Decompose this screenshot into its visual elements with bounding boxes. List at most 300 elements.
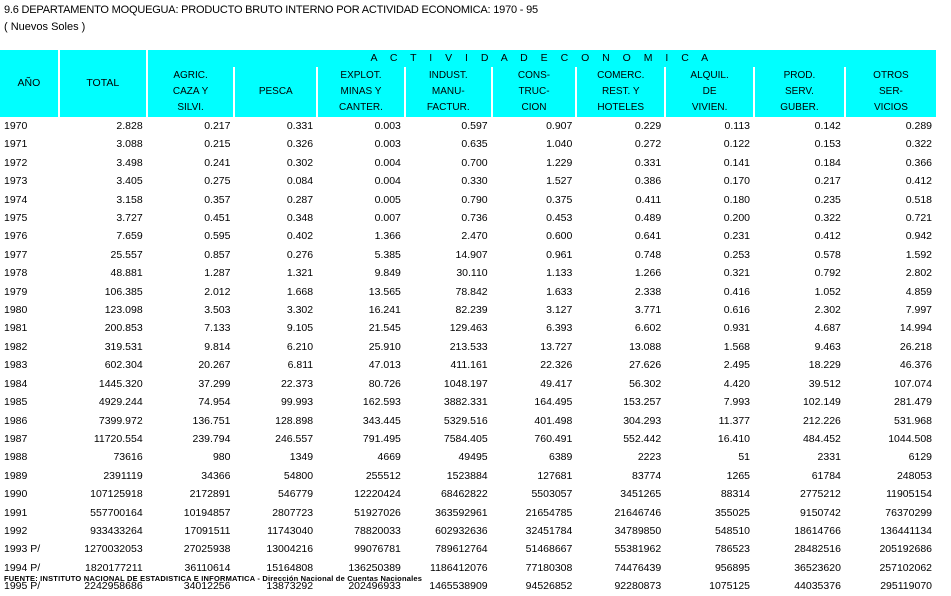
column-header-line: VIVIEN. — [691, 102, 728, 113]
value-cell: 1.592 — [905, 248, 932, 261]
value-cell: 786523 — [714, 543, 751, 556]
value-cell: 0.142 — [814, 120, 841, 132]
column-header-line: INDUST. — [428, 70, 468, 81]
value-cell: 18614766 — [794, 524, 841, 537]
gdp-table — [0, 50, 936, 596]
year-cell: 1983 — [4, 359, 28, 372]
value-cell: 39.512 — [808, 377, 841, 390]
value-cell: 0.961 — [546, 248, 573, 261]
activity-column-header — [147, 67, 235, 117]
value-cell: 153.257 — [623, 396, 662, 409]
table-row — [0, 467, 936, 485]
value-cell: 0.790 — [461, 193, 488, 206]
value-cell: 2242958686 — [84, 580, 143, 593]
value-cell: 0.366 — [905, 156, 932, 169]
activity-column-header — [845, 67, 936, 117]
value-cell: 16.241 — [368, 304, 401, 317]
value-cell: 11.377 — [718, 414, 751, 427]
value-cell: 47.013 — [368, 359, 401, 372]
value-cell: 0.489 — [634, 212, 662, 225]
value-cell: 16.410 — [717, 432, 751, 445]
value-cell: 136.751 — [192, 414, 231, 427]
value-cell: 0.721 — [905, 212, 932, 225]
value-cell: 30.110 — [456, 267, 488, 280]
value-cell: 0.736 — [461, 212, 488, 225]
value-cell: 0.253 — [723, 248, 751, 261]
year-cell: 1977 — [4, 248, 28, 261]
year-cell: 1989 — [4, 469, 28, 482]
value-cell: 0.289 — [905, 120, 932, 132]
table-row — [0, 227, 936, 245]
value-cell: 9.814 — [204, 340, 231, 353]
value-cell: 1.052 — [814, 285, 841, 298]
page-title: 9.6 DEPARTAMENTO MOQUEGUA: PRODUCTO BRUTO INTERNO POR ACTIVIDAD ECONOMICA: 1970 - 95 — [4, 4, 538, 16]
value-cell: 3.302 — [286, 304, 314, 317]
value-cell: 20.267 — [198, 359, 231, 372]
column-header-line: CANTER. — [339, 102, 383, 113]
value-cell: 27025938 — [183, 543, 231, 556]
value-cell: 13.565 — [368, 285, 401, 298]
value-cell: 54800 — [283, 469, 314, 482]
value-cell: 2.338 — [634, 285, 662, 298]
value-cell: 123.098 — [104, 304, 143, 317]
value-cell: 6.210 — [286, 340, 314, 353]
value-cell: 0.331 — [286, 120, 314, 132]
value-cell: 127681 — [537, 469, 573, 482]
value-cell: 0.416 — [723, 285, 751, 298]
value-cell: 25.910 — [368, 340, 401, 353]
year-cell: 1984 — [4, 377, 28, 390]
value-cell: 51 — [738, 451, 751, 464]
value-cell: 56.302 — [629, 377, 662, 390]
value-cell: 6389 — [549, 451, 573, 464]
value-cell: 0.942 — [905, 230, 932, 243]
year-cell: 1994 P/ — [4, 561, 41, 574]
value-cell: 791.495 — [362, 432, 401, 445]
value-cell: 107.074 — [894, 377, 932, 390]
value-cell: 200.853 — [104, 322, 143, 335]
year-cell: 1987 — [4, 432, 28, 445]
value-cell: 0.276 — [286, 248, 314, 261]
value-cell: 21.545 — [368, 322, 401, 335]
value-cell: 164.495 — [534, 396, 573, 409]
value-cell: 68462822 — [440, 488, 488, 501]
value-cell: 6.393 — [546, 322, 573, 335]
value-cell: 2172891 — [189, 488, 231, 501]
value-cell: 25.557 — [110, 248, 143, 261]
value-cell: 1044.508 — [888, 432, 932, 445]
value-cell: 2.012 — [204, 285, 231, 298]
value-cell: 2.302 — [814, 304, 841, 317]
value-cell: 1075125 — [709, 580, 751, 593]
table-row — [0, 393, 936, 411]
value-cell: 4929.244 — [98, 396, 143, 409]
table-row — [0, 154, 936, 172]
value-cell: 3882.331 — [443, 396, 488, 409]
value-cell: 9.849 — [374, 267, 401, 280]
value-cell: 295119070 — [880, 580, 932, 593]
column-header-line: MANU- — [431, 86, 465, 97]
value-cell: 74476439 — [614, 561, 662, 574]
value-cell: 0.411 — [635, 193, 662, 206]
value-cell: 14.907 — [455, 248, 488, 261]
value-cell: 0.641 — [634, 230, 662, 243]
table-body — [0, 117, 936, 596]
value-cell: 0.005 — [374, 193, 401, 206]
value-cell: 0.600 — [546, 230, 573, 243]
column-header-line: TRUC- — [518, 86, 550, 97]
value-cell: 1820177211 — [85, 561, 143, 574]
column-header-line: SILVI. — [177, 102, 204, 113]
table-row — [0, 135, 936, 153]
year-cell: 1991 — [4, 506, 28, 519]
units-subtitle: ( Nuevos Soles ) — [4, 21, 86, 33]
value-cell: 18.229 — [808, 359, 841, 372]
column-header-line: PROD. — [783, 70, 816, 81]
value-cell: 0.616 — [723, 304, 751, 317]
value-cell: 557700164 — [90, 506, 143, 519]
value-cell: 363592961 — [435, 506, 488, 519]
value-cell: 2.828 — [116, 120, 143, 132]
value-cell: 2.470 — [461, 230, 488, 243]
column-header-line: ALQUIL. — [690, 70, 729, 81]
value-cell: 548510 — [714, 524, 751, 537]
year-cell: 1992 — [4, 524, 28, 537]
value-cell: 0.231 — [723, 230, 751, 243]
value-cell: 34012256 — [183, 580, 231, 593]
value-cell: 0.322 — [905, 138, 932, 151]
value-cell: 102.149 — [802, 396, 841, 409]
column-header-line: CONS- — [517, 70, 551, 81]
value-cell: 5.385 — [374, 248, 401, 261]
activity-column-header — [234, 67, 317, 117]
table-row — [0, 485, 936, 503]
year-cell: 1972 — [4, 156, 28, 169]
value-cell: 13.088 — [629, 340, 662, 353]
value-cell: 82.239 — [455, 304, 488, 317]
value-cell: 99.993 — [280, 396, 314, 409]
value-cell: 0.857 — [204, 248, 231, 261]
value-cell: 0.748 — [634, 248, 662, 261]
year-cell: 1974 — [4, 193, 28, 206]
year-cell: 1973 — [4, 175, 28, 188]
value-cell: 83774 — [631, 469, 662, 482]
value-cell: 355025 — [714, 506, 751, 519]
year-cell: 1995 P/ — [4, 580, 41, 593]
value-cell: 1523884 — [446, 469, 488, 482]
table-row — [0, 412, 936, 430]
value-cell: 44035376 — [794, 580, 841, 593]
value-cell: 212.226 — [802, 414, 841, 427]
column-header-line: FACTUR. — [426, 102, 470, 113]
value-cell: 0.272 — [634, 138, 662, 151]
value-cell: 49.417 — [540, 377, 573, 390]
value-cell: 28482516 — [794, 543, 841, 556]
value-cell: 0.287 — [286, 193, 314, 206]
value-cell: 11720.554 — [93, 432, 143, 445]
value-cell: 205192686 — [879, 543, 932, 556]
value-cell: 46.376 — [899, 359, 932, 372]
value-cell: 3.503 — [204, 304, 231, 317]
value-cell: 552.442 — [623, 432, 662, 445]
value-cell: 213.533 — [449, 340, 488, 353]
value-cell: 21646746 — [614, 506, 662, 519]
year-cell: 1988 — [4, 451, 28, 464]
value-cell: 1.527 — [546, 175, 573, 188]
value-cell: 7.133 — [204, 322, 231, 335]
table-row — [0, 430, 936, 448]
year-cell: 1981 — [4, 322, 28, 335]
value-cell: 0.595 — [204, 230, 231, 243]
value-cell: 0.348 — [286, 212, 314, 225]
value-cell: 26.218 — [899, 340, 932, 353]
value-cell: 5503057 — [531, 488, 573, 501]
value-cell: 13004216 — [266, 543, 314, 556]
value-cell: 0.200 — [723, 212, 751, 225]
value-cell: 1.266 — [634, 267, 662, 280]
value-cell: 34366 — [201, 469, 231, 482]
source-footer: FUENTE: INSTITUTO NACIONAL DE ESTADISTICA E INFORMATICA - Dirección Nacional de Cuentas Nacionales — [4, 574, 423, 583]
value-cell: 37.299 — [198, 377, 231, 390]
value-cell: 1349 — [289, 451, 314, 464]
value-cell: 17091511 — [184, 524, 231, 537]
year-cell: 1993 P/ — [4, 543, 41, 556]
column-header-line: AGRIC. — [173, 70, 208, 81]
value-cell: 304.293 — [623, 414, 662, 427]
value-cell: 0.141 — [723, 156, 751, 169]
value-cell: 99076781 — [354, 543, 401, 556]
value-cell: 1465538909 — [429, 580, 488, 593]
value-cell: 128.898 — [275, 414, 314, 427]
value-cell: 343.445 — [362, 414, 401, 427]
value-cell: 602932636 — [435, 524, 488, 537]
value-cell: 0.180 — [723, 193, 751, 206]
value-cell: 88314 — [720, 488, 751, 501]
value-cell: 0.326 — [286, 138, 314, 151]
year-cell: 1980 — [4, 304, 28, 317]
column-header-line: DE — [702, 86, 717, 97]
activity-column-header — [317, 67, 405, 117]
value-cell: 1186412076 — [430, 561, 488, 574]
value-cell: 2807723 — [272, 506, 314, 519]
value-cell: 0.322 — [814, 212, 841, 225]
value-cell: 51927026 — [354, 506, 401, 519]
year-cell: 1978 — [4, 267, 28, 280]
value-cell: 319.531 — [104, 340, 143, 353]
value-cell: 2.495 — [723, 359, 751, 372]
value-cell: 0.321 — [723, 267, 751, 280]
year-header: AÑO — [0, 50, 59, 117]
value-cell: 281.479 — [894, 396, 932, 409]
value-cell: 0.635 — [461, 138, 488, 151]
value-cell: 0.578 — [814, 248, 841, 261]
value-cell: 602.304 — [104, 359, 143, 372]
column-header-line: EXPLOT. — [340, 70, 382, 81]
value-cell: 239.794 — [192, 432, 231, 445]
value-cell: 92280873 — [614, 580, 662, 593]
value-cell: 0.375 — [546, 193, 573, 206]
value-cell: 0.792 — [814, 267, 841, 280]
value-cell: 55381962 — [614, 543, 662, 556]
value-cell: 0.386 — [634, 175, 662, 188]
column-header-line: CION — [521, 102, 547, 113]
column-header-line: CAZA Y — [172, 86, 209, 97]
table-row — [0, 191, 936, 209]
value-cell: 9.463 — [814, 340, 841, 353]
value-cell: 0.518 — [905, 193, 932, 206]
value-cell: 136441134 — [880, 524, 932, 537]
activity-column-header — [576, 67, 665, 117]
value-cell: 27.626 — [629, 359, 662, 372]
year-cell: 1990 — [4, 488, 28, 501]
value-cell: 4669 — [377, 451, 401, 464]
value-cell: 11905154 — [886, 488, 932, 501]
value-cell: 7399.972 — [98, 414, 143, 427]
value-cell: 0.331 — [634, 156, 662, 169]
value-cell: 0.235 — [814, 193, 841, 206]
table-row — [0, 283, 936, 301]
activity-column-header — [405, 67, 492, 117]
value-cell: 51468667 — [525, 543, 573, 556]
value-cell: 162.593 — [362, 396, 401, 409]
year-cell: 1979 — [4, 285, 28, 298]
value-cell: 1.668 — [286, 285, 314, 298]
value-cell: 4.420 — [723, 377, 751, 390]
value-cell: 0.113 — [724, 120, 751, 132]
value-cell: 7584.405 — [443, 432, 488, 445]
value-cell: 2.802 — [905, 267, 932, 280]
value-cell: 77180308 — [525, 561, 573, 574]
value-cell: 48.881 — [110, 267, 143, 280]
value-cell: 0.153 — [814, 138, 841, 151]
value-cell: 78.842 — [455, 285, 488, 298]
table-row — [0, 338, 936, 356]
year-cell: 1982 — [4, 340, 28, 353]
value-cell: 94526852 — [525, 580, 573, 593]
value-cell: 106.385 — [104, 285, 143, 298]
value-cell: 1.321 — [286, 267, 314, 280]
column-header-line: REST. Y — [601, 86, 640, 97]
value-cell: 0.217 — [814, 175, 841, 188]
value-cell: 34789850 — [614, 524, 662, 537]
value-cell: 255512 — [365, 469, 401, 482]
value-cell: 0.330 — [461, 175, 488, 188]
value-cell: 73616 — [113, 451, 143, 464]
value-cell: 32451784 — [525, 524, 573, 537]
value-cell: 546779 — [278, 488, 314, 501]
value-cell: 5329.516 — [443, 414, 488, 427]
value-cell: 0.700 — [461, 156, 488, 169]
value-cell: 36110614 — [184, 561, 231, 574]
value-cell: 1.568 — [723, 340, 751, 353]
table-row — [0, 448, 936, 466]
activity-column-header — [754, 67, 845, 117]
value-cell: 257102062 — [879, 561, 932, 574]
value-cell: 22.373 — [280, 377, 314, 390]
value-cell: 1.633 — [546, 285, 573, 298]
value-cell: 1.133 — [546, 267, 573, 280]
value-cell: 0.412 — [905, 175, 932, 188]
value-cell: 3.088 — [116, 138, 143, 151]
value-cell: 1265 — [726, 469, 751, 482]
value-cell: 11743040 — [267, 524, 314, 537]
value-cell: 21654785 — [525, 506, 573, 519]
value-cell: 129.463 — [449, 322, 488, 335]
value-cell: 0.003 — [374, 120, 401, 132]
table-row — [0, 375, 936, 393]
value-cell: 78820033 — [354, 524, 401, 537]
value-cell: 0.217 — [204, 120, 231, 132]
year-cell: 1976 — [4, 230, 28, 243]
value-cell: 1048.197 — [443, 377, 488, 390]
value-cell: 3.158 — [116, 193, 143, 206]
value-cell: 0.229 — [634, 120, 662, 132]
column-header-line: MINAS Y — [340, 86, 382, 97]
value-cell: 7.659 — [116, 230, 143, 243]
column-header-line: SER- — [879, 86, 903, 97]
value-cell: 760.491 — [534, 432, 573, 445]
value-cell: 0.412 — [814, 230, 841, 243]
value-cell: 107125918 — [90, 488, 143, 501]
value-cell: 3.405 — [116, 175, 143, 188]
value-cell: 0.907 — [546, 120, 573, 132]
table-row — [0, 264, 936, 282]
value-cell: 7.997 — [905, 304, 932, 317]
value-cell: 0.003 — [374, 138, 401, 151]
value-cell: 0.451 — [204, 212, 231, 225]
value-cell: 980 — [212, 451, 231, 464]
value-cell: 1.287 — [204, 267, 231, 280]
value-cell: 3.771 — [634, 304, 662, 317]
value-cell: 0.004 — [374, 156, 401, 169]
value-cell: 3.498 — [116, 156, 143, 169]
value-cell: 3451265 — [620, 488, 662, 501]
value-cell: 4.687 — [814, 322, 841, 335]
table-row — [0, 172, 936, 190]
value-cell: 49495 — [458, 451, 488, 464]
activity-column-header — [665, 67, 754, 117]
table-row — [0, 246, 936, 264]
table-row — [0, 522, 936, 540]
value-cell: 2223 — [637, 451, 662, 464]
value-cell: 3.727 — [116, 212, 143, 225]
table-row — [0, 209, 936, 227]
value-cell: 933433264 — [90, 524, 143, 537]
activity-group-header: A C T I V I D A D E C O N O M I C A — [147, 50, 936, 67]
table-row — [0, 319, 936, 337]
value-cell: 61784 — [811, 469, 841, 482]
value-cell: 956895 — [714, 561, 751, 574]
value-cell: 0.184 — [814, 156, 841, 169]
value-cell: 0.402 — [286, 230, 314, 243]
value-cell: 1.040 — [546, 138, 573, 151]
value-cell: 6.811 — [287, 359, 314, 372]
value-cell: 0.241 — [204, 156, 231, 169]
value-cell: 22.326 — [540, 359, 573, 372]
value-cell: 13873292 — [266, 580, 314, 593]
column-header-line: SERV. — [785, 86, 814, 97]
column-header-line: VICIOS — [874, 102, 908, 113]
value-cell: 1.229 — [546, 156, 573, 169]
value-cell: 36523620 — [794, 561, 841, 574]
column-header-line: HOTELES — [597, 102, 645, 113]
value-cell: 7.993 — [723, 396, 751, 409]
value-cell: 136250389 — [348, 561, 401, 574]
value-cell: 4.859 — [905, 285, 932, 298]
value-cell: 0.357 — [204, 193, 231, 206]
table-row — [0, 301, 936, 319]
value-cell: 2775212 — [800, 488, 841, 501]
